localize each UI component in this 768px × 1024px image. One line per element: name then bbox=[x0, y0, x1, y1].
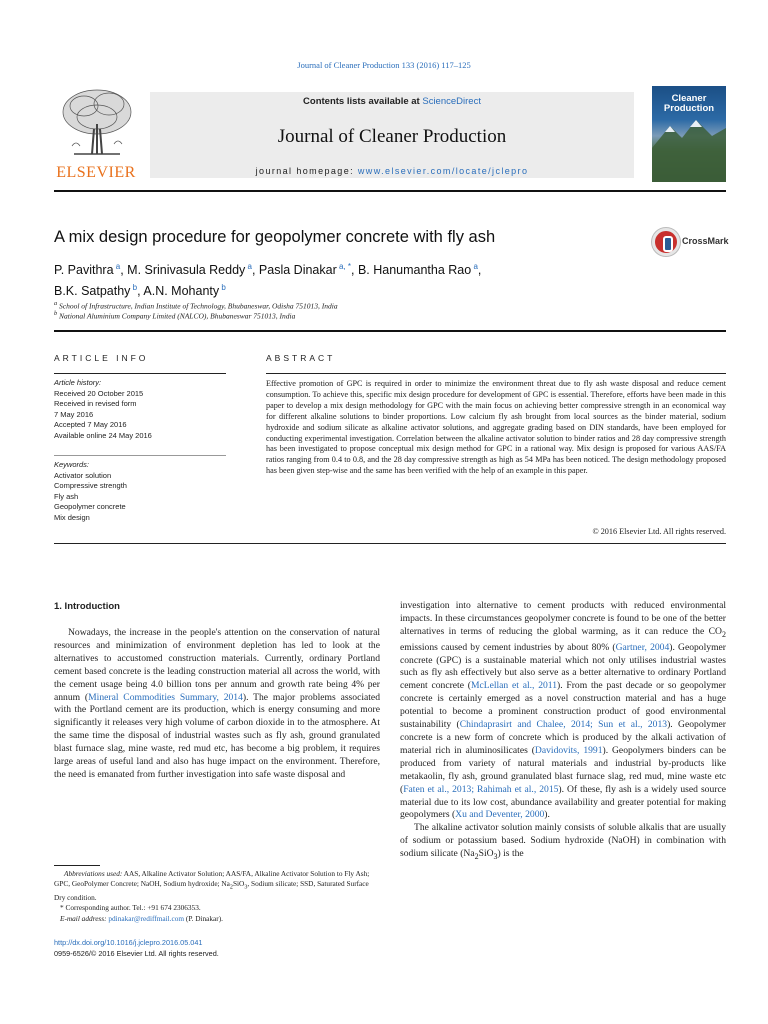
author-sep: , bbox=[120, 263, 128, 278]
authors-rule bbox=[54, 330, 726, 332]
author-affil-mark[interactable]: b bbox=[221, 283, 226, 293]
author-affil-mark[interactable]: a, * bbox=[338, 262, 351, 271]
intro-paragraph bbox=[400, 822, 726, 864]
history-item: Received 20 October 2015 bbox=[54, 388, 144, 398]
affiliation-mark: a bbox=[54, 300, 58, 307]
author-name[interactable]: A.N. Mohanty bbox=[143, 284, 220, 299]
text-run: The alkaline activator solution mainly consists of soluble alkalis that are usually of sodium or potassium based. Sodium hydroxide (NaOH) in combination with sodium silicate (Na bbox=[400, 822, 726, 860]
subscript: 2 bbox=[722, 629, 726, 639]
mountain-icon bbox=[652, 86, 726, 182]
keywords bbox=[54, 460, 226, 523]
text-run: ). bbox=[544, 809, 550, 821]
citation-link[interactable]: Chindaprasirt and Chalee, 2014; Sun et al., 2013 bbox=[459, 719, 668, 731]
affiliation-text: National Aluminium Company Limited (NALCO), Bhubaneswar 751013, India bbox=[59, 311, 296, 321]
author-affil-mark[interactable]: a bbox=[473, 262, 478, 271]
affiliation-b bbox=[54, 310, 654, 321]
contents-line bbox=[150, 96, 634, 107]
sciencedirect-link[interactable]: ScienceDirect bbox=[422, 96, 481, 107]
author-affil-mark[interactable]: b bbox=[132, 283, 138, 293]
homepage-line bbox=[150, 166, 634, 176]
author-name[interactable]: P. Pavithra bbox=[54, 263, 114, 278]
keyword-item: Compressive strength bbox=[54, 481, 127, 490]
intro-paragraph bbox=[54, 627, 380, 782]
citation-link[interactable]: Faten et al., 2013; Rahimah et al., 2015 bbox=[403, 783, 559, 795]
author-sep: , bbox=[351, 263, 358, 278]
citation-link[interactable]: Gartner, 2004 bbox=[615, 641, 670, 653]
history-label: Article history: bbox=[54, 378, 102, 387]
author-affil-mark[interactable]: a bbox=[247, 262, 252, 271]
intro-heading: 1. Introduction bbox=[54, 601, 120, 612]
citation-link[interactable]: McLellan et al., 2011 bbox=[470, 680, 558, 692]
abstract-bottom-rule bbox=[54, 543, 726, 544]
text-run: emissions caused by cement industries by about 80% ( bbox=[400, 641, 616, 653]
issn-copyright: 0959-6526/© 2016 Elsevier Ltd. All rights reserved. bbox=[54, 948, 219, 958]
history-item: Available online 24 May 2016 bbox=[54, 430, 152, 440]
crossmark-icon bbox=[652, 228, 680, 256]
subscript: 3 bbox=[493, 852, 498, 862]
masthead bbox=[54, 84, 727, 184]
keyword-item: Activator solution bbox=[54, 470, 112, 480]
article-info-rule bbox=[54, 373, 226, 374]
intro-left-column bbox=[54, 627, 380, 782]
elsevier-logo[interactable] bbox=[54, 84, 144, 184]
keyword-item: Mix design bbox=[54, 512, 90, 522]
text-run: ). Of these, fly ash is a widely used source material due to its low cost, abundance availability and greater potential for making geopolymers ( bbox=[400, 783, 726, 821]
article-history bbox=[54, 378, 226, 441]
author-affil-mark[interactable]: a bbox=[115, 262, 121, 271]
author-sep: , bbox=[137, 284, 144, 299]
history-item: Received in revised form bbox=[54, 399, 137, 408]
keyword-item: Fly ash bbox=[54, 491, 79, 501]
citation-link[interactable]: Davidovits, 1991 bbox=[534, 744, 603, 756]
intro-right-column bbox=[400, 600, 726, 864]
email-link[interactable]: pdinakar@rediffmail.com bbox=[108, 913, 185, 923]
journal-reference[interactable]: Journal of Cleaner Production 133 (2016) 117–125 bbox=[297, 60, 471, 70]
text-run: ). Geopolymer concrete (GPC) is a sustainable material which not only utilises industrial wastes such as fly ash effectively but also serve as a better alternative to ordinary Portland cement concrete ( bbox=[400, 641, 726, 692]
email-note bbox=[54, 914, 380, 924]
abstract-rule bbox=[266, 373, 726, 374]
text-run: ). The major problems associated with the Portland cement are its production, which is energy consuming and more significantly it releases very high volume of carbon dioxide in to the atmosphere. At the same time the disposal of industrial wastes such as fly ash, ground granulated blast furnace slag, mine waste, red mud etc, has become a big problem, it requires large areas of useful land and also has huge impact on the environment. Therefore, the need is emanated from further investigation into safe waste disposal and bbox=[54, 691, 380, 780]
author-name[interactable]: Pasla Dinakar bbox=[258, 263, 337, 278]
text-run: ). Geopolymer concrete is a new form of concrete which is produced by the alkali activation of material rich in aluminosilicates ( bbox=[400, 719, 726, 756]
affiliation-mark: b bbox=[54, 310, 58, 317]
subscript: 3 bbox=[244, 884, 248, 891]
text-run: ) is the bbox=[497, 848, 524, 860]
abstract-copyright: © 2016 Elsevier Ltd. All rights reserved. bbox=[592, 527, 726, 536]
history-item: 7 May 2016 bbox=[54, 409, 94, 419]
subscript: 2 bbox=[229, 884, 233, 891]
header-rule bbox=[54, 190, 726, 192]
journal-title: Journal of Cleaner Production bbox=[277, 126, 507, 147]
doi-link[interactable]: http://dx.doi.org/10.1016/j.jclepro.2016.05.041 bbox=[54, 938, 203, 947]
keywords-rule bbox=[54, 455, 226, 456]
affiliation-text: School of Infrastructure, Indian Institute of Technology, Bhubaneswar, Odisha 751013, India bbox=[59, 301, 338, 311]
contents-prefix: Contents lists available at bbox=[303, 96, 423, 107]
email-label: E-mail address: bbox=[60, 913, 107, 923]
footnotes bbox=[54, 869, 380, 924]
article-info-heading: ARTICLE INFO bbox=[54, 353, 149, 363]
elsevier-tree-icon bbox=[54, 84, 140, 162]
text-run: , Sodium silicate; SSD, Saturated Surface Dry condition. bbox=[54, 879, 369, 903]
footnote-rule bbox=[54, 865, 100, 866]
homepage-link[interactable]: www.elsevier.com/locate/jclepro bbox=[357, 166, 529, 176]
citation-link[interactable]: Mineral Commodities Summary, 2014 bbox=[88, 691, 243, 703]
keyword-item: Geopolymer concrete bbox=[54, 502, 126, 511]
journal-cover-image[interactable] bbox=[652, 86, 726, 182]
cover-title-line1: Cleaner bbox=[671, 93, 707, 104]
abstract-heading: ABSTRACT bbox=[266, 353, 336, 363]
elsevier-wordmark: ELSEVIER bbox=[56, 164, 136, 181]
affiliation-a bbox=[54, 300, 654, 311]
paper-title: A mix design procedure for geopolymer concrete with fly ash bbox=[54, 228, 496, 246]
text-run: ). From the past decade or so geopolymer concrete is certainly emerged as a novel construction material and has a huge potential to become a prominent construction product of good environmental sustainability ( bbox=[400, 680, 726, 731]
author-name[interactable]: B.K. Satpathy bbox=[54, 284, 131, 299]
author-sep: , bbox=[477, 263, 482, 278]
citation-link[interactable]: Xu and Deventer, 2000 bbox=[455, 809, 545, 821]
author-sep: , bbox=[251, 263, 259, 278]
subscript: 2 bbox=[474, 852, 479, 862]
abbreviations-label: Abbreviations used: bbox=[64, 869, 123, 878]
abstract-text: Effective promotion of GPC is required in order to minimize the environment threat due to fly ash waste disposal and reduce cement consumption. To achieve this, specific mix design procedure for development of GPC is essential. Therefore, efforts have been made in this paper to develop a mix design methodology for GPC with the main focus on achieving better compressive strength in an economical way for different alkaline solutions to binder proportions. Low calcium fly ash brought from local sources as the binder material, sodium hydroxide and sodium silicate as alkaline activator solutions, and aggregate grading based on DIN standards, have been employed for conducting experimental investigation. Correlation between the alkaline activator solution to binder ratios and 28 day compressive strength has been investigated to propose conceptual mix design method for GPC in a rational way. Mix design is proposed for various AAS/FA ratios ranging from 0.4 to 0.8, and the 28 day compressive strength as high as 54 MPa has been noticed. The design methodology proposed has been given step-wise and the same has been verified with the help of an example in this paper. bbox=[266, 379, 726, 476]
corresponding-author-note: * Corresponding author. Tel.: +91 674 2306353. bbox=[60, 903, 201, 913]
text-run: investigation into alternative to cement products with reduced environmental impacts. In these circumstances geopolymer concrete is found to be one of the better alternatives in terms of reducing the global warming, as it can reduce the CO bbox=[400, 600, 726, 637]
text-run: Nowadays, the increase in the people's attention on the conservation of natural resources and minimization of environment depletion has led to look at the alternatives to accustomed construction materials. Currently, ordinary Portland cement based concrete is the leading construction material all across the world, with the cement usage being 4.0 billion tons per annum and growth rate being 4% per annum ( bbox=[54, 627, 380, 703]
abbreviations-footnote bbox=[54, 869, 380, 903]
text-run: AAS, Alkaline Activator Solution; AAS/FA, Alkaline Activator Solution to Fly Ash; GPC, GeoPolymer Concrete; NaOH, Sodium hydroxide; Na bbox=[54, 869, 370, 889]
author-list bbox=[54, 258, 654, 300]
journal-header-box bbox=[150, 92, 634, 178]
text-run: SiO bbox=[232, 879, 245, 889]
keywords-label: Keywords: bbox=[54, 460, 90, 469]
article-bottom-meta bbox=[54, 938, 454, 959]
crossmark-badge[interactable] bbox=[652, 228, 732, 258]
cover-title-line2: Production bbox=[663, 103, 715, 114]
crossmark-label: CrossMark bbox=[682, 236, 729, 246]
text-run: (P. Dinakar). bbox=[184, 913, 223, 923]
author-name[interactable]: B. Hanumantha Rao bbox=[357, 263, 472, 278]
history-item: Accepted 7 May 2016 bbox=[54, 420, 127, 429]
homepage-prefix: journal homepage: bbox=[255, 166, 358, 176]
text-run: SiO bbox=[478, 848, 494, 860]
text-run: ). Geopolymers binders can be produced from variety of natural materials and industrial by-products like metakaolin, fly ash, ground granulated blast furnace slag, red mud, mine waste etc ( bbox=[400, 744, 726, 795]
author-name[interactable]: M. Srinivasula Reddy bbox=[127, 263, 246, 278]
intro-paragraph bbox=[400, 600, 726, 822]
